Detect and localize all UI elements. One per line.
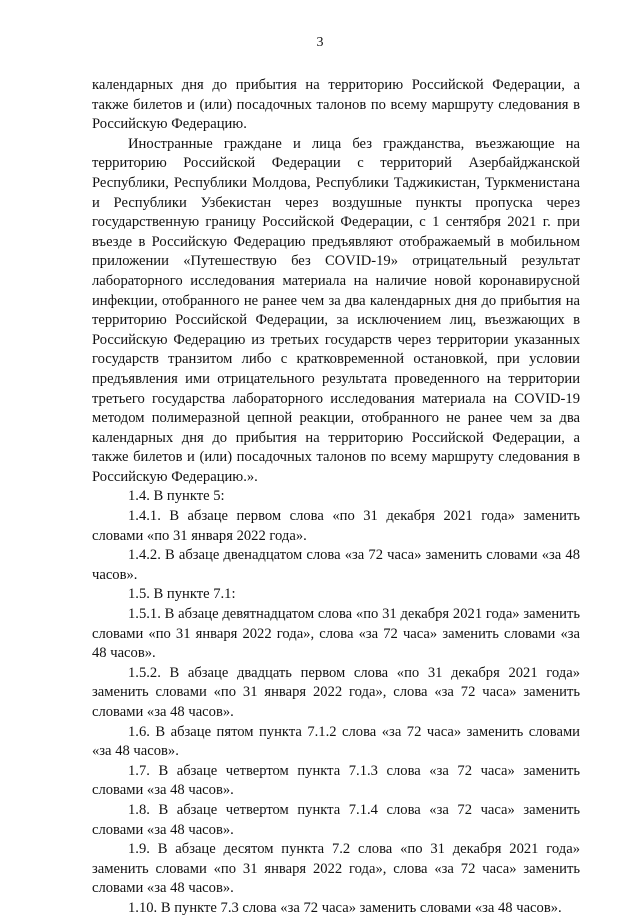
paragraph-1-4-1: 1.4.1. В абзаце первом слова «по 31 декабря 2021 года» заменить словами «по 31 января 2022 года». bbox=[92, 508, 580, 544]
paragraph-1-4-2: 1.4.2. В абзаце двенадцатом слова «за 72 часа» заменить словами «за 48 часов». bbox=[92, 547, 580, 583]
page-number: 3 bbox=[316, 35, 324, 50]
paragraph-1-7: 1.7. В абзаце четвертом пункта 7.1.3 слова «за 72 часа» заменить словами «за 48 часов». bbox=[92, 762, 580, 799]
paragraph-foreign-citizens: Иностранные граждане и лица без гражданства, въезжающие на территорию Российской Федерации с территорий Азербайджанской Республики, Республики Молдова, Республики Таджикистан, Туркменистана и Республики Узбекистан через воздушные пункты пропуска через государственную границу Российской Федерации, с 1 сентября 2021 г. при въезде в Российскую Федерацию предъявляют отображаемый в мобильном приложении «Путешествую без COVID-19» отрицательный результат лабораторного исследования материала на наличие новой коронавирусной инфекции, отобранного не ранее чем за два календарных дня до прибытия на территорию Российской Федерации, за исключением лиц, въезжающих в Российскую Федерацию из третьих государств через территории указанных государств транзитом либо с кратковременной остановкой, при условии предъявления ими отрицательного результата проведенного на территории третьего государства лабораторного исследования материала на COVID-19 методом полимеразной цепной реакции, отобранного не ранее чем за два календарных дня до прибытия на территорию Российской Федерации, а также билетов и (или) посадочных талонов по всему маршруту следования в Российскую Федерацию.». bbox=[92, 135, 580, 485]
paragraph-1-10: 1.10. В пункте 7.3 слова «за 72 часа» заменить словами «за 48 часов». bbox=[128, 899, 562, 916]
paragraph-continuation: календарных дня до прибытия на территорию Российской Федерации, а также билетов и (или) посадочных талонов по всему маршруту следования в Российскую Федерацию. bbox=[92, 77, 580, 133]
paragraph-1-5-2: 1.5.2. В абзаце двадцать первом слова «по 31 декабря 2021 года» заменить словами «по 31 января 2022 года», слова «за 72 часа» заменить словами «за 48 часов». bbox=[92, 664, 580, 720]
paragraph-1-6: 1.6. В абзаце пятом пункта 7.1.2 слова «за 72 часа» заменить словами «за 48 часов». bbox=[92, 723, 580, 760]
paragraph-1-4: 1.4. В пункте 5: bbox=[128, 488, 225, 505]
paragraph-1-5: 1.5. В пункте 7.1: bbox=[128, 586, 236, 603]
document-body bbox=[92, 76, 580, 919]
paragraph-1-5-1: 1.5.1. В абзаце девятнадцатом слова «по 31 декабря 2021 года» заменить словами «по 31 января 2022 года», слова «за 72 часа» заменить словами «за 48 часов». bbox=[92, 606, 580, 662]
paragraph-1-8: 1.8. В абзаце четвертом пункта 7.1.4 слова «за 72 часа» заменить словами «за 48 часов». bbox=[92, 801, 580, 838]
paragraph-1-9: 1.9. В абзаце десятом пункта 7.2 слова «по 31 декабря 2021 года» заменить словами «по 31 января 2022 года», слова «за 72 часа» заменить словами «за 48 часов». bbox=[92, 841, 580, 897]
